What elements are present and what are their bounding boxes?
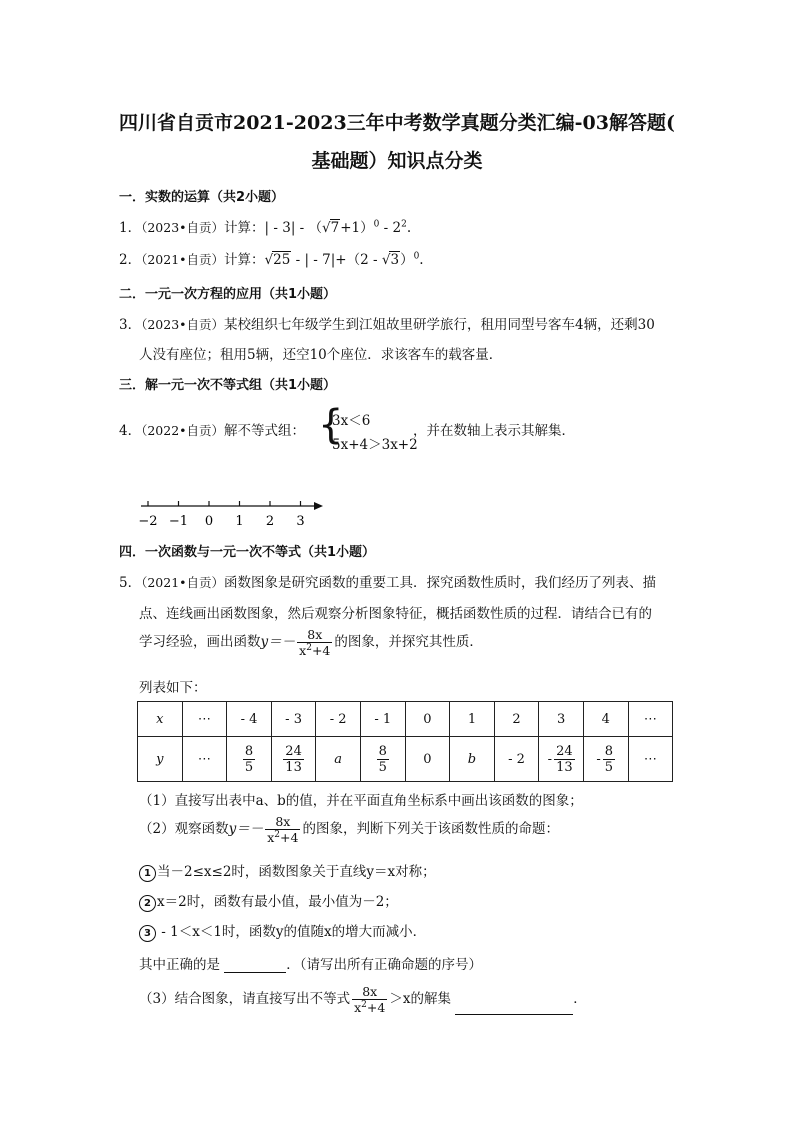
part-3-text-c: ． <box>573 991 587 1008</box>
cell-numerator: 8 <box>378 743 387 759</box>
q2-exponent-0: 0 <box>413 251 420 262</box>
table-row <box>138 702 673 737</box>
sqrt-symbol: √ <box>264 252 274 268</box>
correct-answer-line <box>139 953 482 973</box>
fraction-denominator <box>352 1000 387 1015</box>
denominator-exponent: 2 <box>306 643 312 653</box>
part-3-text-b: ＞x的解集 <box>389 991 451 1008</box>
denominator-base: x <box>299 643 307 659</box>
cell-fraction <box>377 744 389 775</box>
question-5-line3 <box>139 627 483 658</box>
arrow-right-icon <box>314 502 323 510</box>
doc-title-line1: 四川省自贡市2021-2023三年中考数学真题分类汇编-03解答题( <box>119 112 675 134</box>
section-heading-1: 一．实数的运算（共2小题） <box>119 190 285 205</box>
number-line-tick-label: 1 <box>235 514 244 529</box>
q3-number: 3． <box>119 317 142 333</box>
part-1: （1）直接写出表中a、b的值，并在平面直角坐标系中画出该函数的图象； <box>139 793 583 809</box>
q1-exponent-0: 0 <box>373 219 380 230</box>
denominator-base: x <box>354 1000 362 1016</box>
fraction-denominator <box>297 643 332 658</box>
fraction-numerator: 8x <box>352 984 387 1000</box>
table-cell <box>539 737 584 782</box>
circled-number-1: 1 <box>139 865 156 882</box>
q2-text-d: . <box>419 252 424 268</box>
cell-denominator: 5 <box>244 759 254 775</box>
answer-blank-2[interactable] <box>224 972 286 973</box>
function-fraction <box>352 984 387 1015</box>
part-3-text-a: （3）结合图象，请直接写出不等式 <box>139 991 351 1008</box>
number-line-tick-label: 2 <box>265 514 275 529</box>
value-table-body <box>138 702 673 782</box>
table-cell: 1 <box>450 702 495 737</box>
claim-2 <box>139 890 398 912</box>
section-heading-3: 三．解一元一次不等式组（共1小题） <box>119 378 337 393</box>
question-1 <box>119 216 411 236</box>
sqrt-symbol: √ <box>322 220 331 236</box>
table-cell <box>138 737 183 782</box>
fraction-denominator <box>265 830 300 845</box>
cell-fraction <box>283 744 304 775</box>
denominator-tail: +4 <box>280 830 299 846</box>
part-2 <box>139 814 559 845</box>
q1-radicand: 7 <box>330 220 340 236</box>
q1-text-d: . <box>406 220 412 236</box>
cell-value: ⋯ <box>197 751 211 767</box>
value-table <box>137 701 673 782</box>
question-3-line1 <box>119 313 655 333</box>
function-fraction <box>265 814 300 845</box>
q5-text-3a: 学习经验，画出函数 <box>139 634 261 651</box>
q4-text-b: ，并在数轴上表示其解集． <box>413 423 575 439</box>
table-cell: - 2 <box>316 702 361 737</box>
cell-denominator: 13 <box>285 759 302 775</box>
number-line-tick-label: −1 <box>168 514 189 529</box>
question-4 <box>119 419 305 439</box>
q3-text-1: 某校组织七年级学生到江姐故里研学旅行，租用同型号客车4辆，还剩30 <box>224 317 655 333</box>
cell-sign: - <box>596 751 601 767</box>
cell-value: a <box>334 751 343 767</box>
q1-source: （2023•自贡） <box>141 220 225 235</box>
q2-text-b: - | - 7|+（2 - <box>291 252 382 268</box>
table-cell: - 4 <box>227 702 272 737</box>
inequality-row-1: 3x＜6 <box>332 413 371 429</box>
cell-numerator: 8 <box>604 743 614 759</box>
table-cell <box>405 737 450 782</box>
q5-number: 5． <box>119 575 142 591</box>
table-cell: ⋯ <box>628 702 673 737</box>
function-fraction <box>297 627 332 658</box>
q2-text-a: 计算： <box>224 252 265 268</box>
number-line-ticks <box>138 501 304 529</box>
denominator-base: x <box>267 830 275 846</box>
table-cell <box>628 737 673 782</box>
q5-text-1: 函数图象是研究函数的重要工具．探究函数性质时，我们经历了列表、描 <box>224 575 657 591</box>
q2-text-c: ） <box>400 252 414 268</box>
q1-text-c: - 2 <box>379 220 402 236</box>
left-brace-icon: { <box>318 402 344 448</box>
cell-fraction <box>243 744 255 775</box>
answer-blank-3[interactable] <box>455 1014 573 1015</box>
cell-value: y <box>156 751 164 767</box>
question-2 <box>119 248 424 268</box>
table-cell <box>360 737 405 782</box>
table-cell: ⋯ <box>182 702 227 737</box>
cell-fraction <box>554 744 575 775</box>
correct-text-b: ．（请写出所有正确命题的序号） <box>286 957 483 973</box>
part-3 <box>139 984 587 1015</box>
claim-1-text: 当－2≤x≤2时，函数图象关于直线y＝x对称； <box>157 864 436 880</box>
cell-numerator: 8 <box>244 743 254 759</box>
table-cell: x <box>138 702 183 737</box>
cell-numerator: 24 <box>285 743 302 759</box>
claim-1 <box>139 860 436 882</box>
table-cell <box>227 737 272 782</box>
number-line <box>135 495 335 535</box>
q2-radicand-1: 25 <box>273 252 291 268</box>
claim-2-text: x＝2时，函数有最小值，最小值为－2； <box>157 894 398 910</box>
denominator-exponent: 2 <box>361 1000 367 1010</box>
circled-number-2: 2 <box>139 895 156 912</box>
claim-3-text: - 1＜x＜1时，函数y的值随x的增大而减小． <box>157 924 427 940</box>
number-line-tick-label: 3 <box>296 514 305 529</box>
q5-text-3b: 的图象，并探究其性质． <box>334 634 483 651</box>
q2-source: （2021•自贡） <box>141 252 225 267</box>
part-2-text-a: （2）观察函数 <box>139 821 229 838</box>
list-intro: 列表如下： <box>139 680 207 696</box>
part-2-eq-lhs: y＝－ <box>228 821 264 838</box>
cell-numerator: 24 <box>556 743 573 759</box>
fraction-numerator: 8x <box>297 627 332 643</box>
q3-source: （2023•自贡） <box>141 317 225 332</box>
denominator-tail: +4 <box>366 1000 386 1016</box>
q4-text-a: 解不等式组： <box>224 423 306 439</box>
cell-denominator: 5 <box>604 759 614 775</box>
cell-value: ⋯ <box>643 751 657 767</box>
table-cell: 2 <box>494 702 539 737</box>
cell-value: b <box>467 751 477 767</box>
number-line-tick-label: −2 <box>138 514 158 529</box>
q1-text-b: +1） <box>340 220 374 236</box>
q2-radicand-2: 3 <box>390 252 400 268</box>
table-cell: - 1 <box>360 702 405 737</box>
table-cell <box>316 737 361 782</box>
cell-denominator: 5 <box>378 759 387 775</box>
table-row <box>138 737 673 782</box>
question-5-line2: 点、连线画出函数图象，然后观察分析图象特征，概括函数性质的过程．请结合已有的 <box>139 606 652 622</box>
cell-value: - 2 <box>508 751 525 767</box>
question-3-line2: 人没有座位；租用5辆，还空10个座位．求该客车的载客量． <box>139 347 503 363</box>
table-cell: - 3 <box>271 702 316 737</box>
sqrt-symbol: √ <box>381 252 391 268</box>
table-cell: 3 <box>539 702 584 737</box>
table-cell <box>583 737 628 782</box>
denominator-tail: +4 <box>311 643 331 659</box>
table-cell <box>450 737 495 782</box>
table-cell <box>494 737 539 782</box>
q1-text-a: 计算：| - 3| - （ <box>224 220 323 236</box>
section-heading-4: 四．一次函数与一元一次不等式（共1小题） <box>119 545 376 560</box>
table-cell <box>271 737 316 782</box>
q1-number: 1． <box>119 220 142 236</box>
cell-value: 0 <box>423 751 432 767</box>
inequality-row-2: 5x+4＞3x+2 <box>332 437 418 453</box>
q5-eq-lhs: y＝－ <box>260 634 296 651</box>
claim-3 <box>139 920 426 942</box>
table-cell <box>182 737 227 782</box>
denominator-exponent: 2 <box>274 830 281 840</box>
doc-title-line2: 基础题）知识点分类 <box>311 150 483 172</box>
cell-denominator: 13 <box>556 759 573 775</box>
cell-sign: - <box>547 751 553 767</box>
q2-number: 2． <box>119 252 142 268</box>
question-5-line1 <box>119 571 656 591</box>
q4-source: （2022•自贡） <box>141 423 225 438</box>
q5-source: （2021•自贡） <box>141 575 225 590</box>
number-line-tick-label: 0 <box>204 514 214 529</box>
q4-number: 4． <box>119 423 142 439</box>
part-2-text-b: 的图象，判断下列关于该函数性质的命题： <box>302 821 559 838</box>
q1-exponent-2: 2 <box>401 219 407 230</box>
table-cell: 0 <box>405 702 450 737</box>
fraction-numerator: 8x <box>265 814 300 830</box>
cell-fraction <box>603 744 615 775</box>
circled-number-3: 3 <box>139 925 156 942</box>
table-cell: 4 <box>583 702 628 737</box>
correct-text-a: 其中正确的是 <box>139 957 220 973</box>
section-heading-2: 二．一元一次方程的应用（共1小题） <box>119 287 337 302</box>
